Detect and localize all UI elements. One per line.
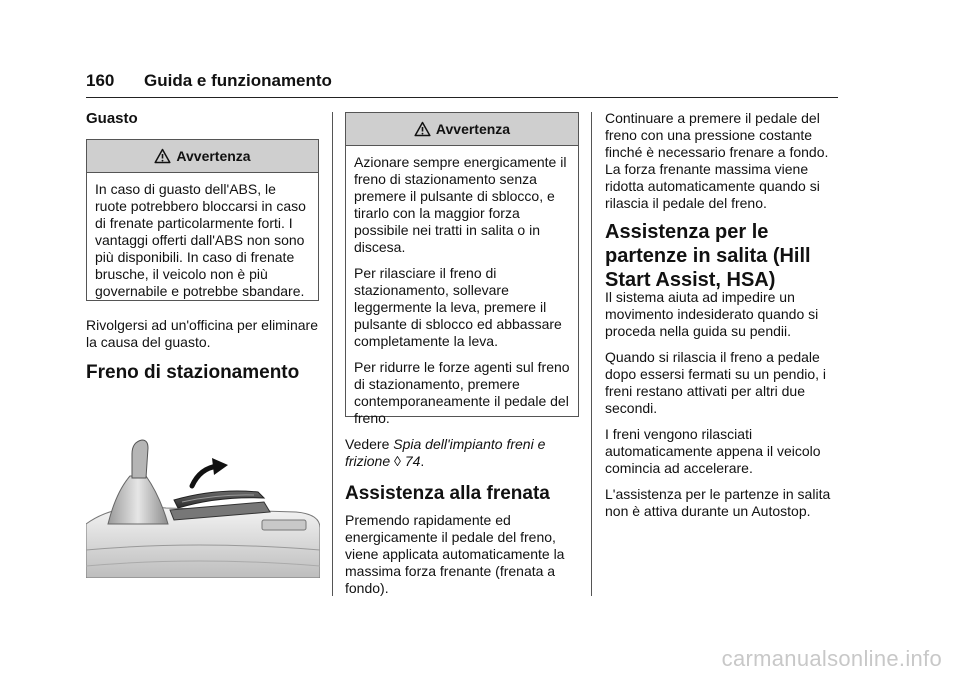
paragraph-guasto: Rivolgersi ad un'officina per eliminare la causa del guasto. — [86, 317, 318, 350]
warning-title: Avvertenza — [176, 148, 251, 164]
paragraph-continue: Continuare a premere il pedale del freno con una pressione costante finché è necessario frenare a fondo. La forza frenante massima viene ridotta automaticamente quando si rilascia il pedale del freno. — [605, 110, 829, 211]
page-number: 160 — [86, 71, 115, 90]
warning-paragraph-2: Per rilasciare il freno di stazionamento, sollevare leggermente la leva, premere il pulsante di sblocco ed abbassare completamente la leva. — [354, 265, 562, 349]
warning-box-parking — [345, 112, 579, 426]
hsa-paragraph-4: L'assistenza per le partenze in salita non è attiva durante un Autostop. — [605, 486, 831, 519]
hsa-paragraph-3: I freni vengono rilasciati automaticamente appena il veicolo comincia ad accelerare. — [605, 426, 821, 476]
parking-brake-lever-illustration — [86, 432, 320, 578]
see-reference-title-2[interactable]: frizione — [345, 453, 391, 469]
warning-triangle-icon — [154, 148, 171, 164]
warning-header — [87, 140, 318, 173]
hsa-paragraph-2: Quando si rilascia il freno a pedale dopo essersi fermati su un pendio, i freni restano attivati per altri due secondi. — [605, 349, 827, 416]
see-suffix: . — [420, 453, 425, 469]
see-reference-title-1[interactable]: Spia dell'impianto freni e — [393, 436, 546, 452]
heading-assistenza-frenata: Assistenza alla frenata — [345, 483, 550, 504]
heading-hsa-line-2: partenze in salita (Hill — [605, 245, 811, 267]
hsa-description — [605, 289, 845, 529]
warning-box-abs — [86, 139, 319, 301]
warning-triangle-icon — [414, 121, 431, 137]
warning-text: In caso di guasto dell'ABS, le ruote potrebbero bloccarsi in caso di frenate particolarmente forti. I vantaggi offerti dall'ABS non sono più disponibili. In caso di frenate brusche, il veicolo non è più governabile e potrebbe sbandare. — [95, 181, 306, 299]
paragraph-assistenza: Premendo rapidamente ed energicamente il pedale del freno, viene applicata automaticamente la massima forza frenante (frenata a fondo). — [345, 512, 565, 596]
page-ref-icon: ◊ — [394, 453, 401, 469]
heading-hsa-line-3: Start Assist, HSA) — [605, 269, 776, 291]
see-prefix: Vedere — [345, 436, 390, 452]
see-reference-page[interactable]: 74 — [404, 453, 421, 469]
see-reference — [345, 436, 585, 470]
warning-paragraph-1: Azionare sempre energicamente il freno di stazionamento senza premere il pulsante di sblocco, e tirarlo con la maggior forza possibile nei tratti in salita o in discesa. — [354, 154, 567, 255]
column-divider-1 — [332, 112, 333, 596]
heading-guasto: Guasto — [86, 110, 138, 127]
watermark: carmanualsonline.info — [721, 646, 942, 671]
warning-title: Avvertenza — [435, 121, 511, 137]
warning-header — [346, 113, 578, 146]
warning-paragraph-3: Per ridurre le forze agenti sul freno di stazionamento, premere contemporaneamente il pedale del freno. — [354, 359, 570, 426]
heading-hill-start-assist — [605, 220, 845, 292]
header-rule — [86, 97, 838, 98]
heading-hsa-line-1: Assistenza per le — [605, 221, 769, 243]
hsa-paragraph-1: Il sistema aiuta ad impedire un movimento indesiderato quando si proceda nella guida su pendii. — [605, 289, 819, 339]
heading-freno-stazionamento: Freno di stazionamento — [86, 362, 300, 383]
section-title: Guida e funzionamento — [144, 71, 332, 90]
column-divider-2 — [591, 112, 592, 596]
